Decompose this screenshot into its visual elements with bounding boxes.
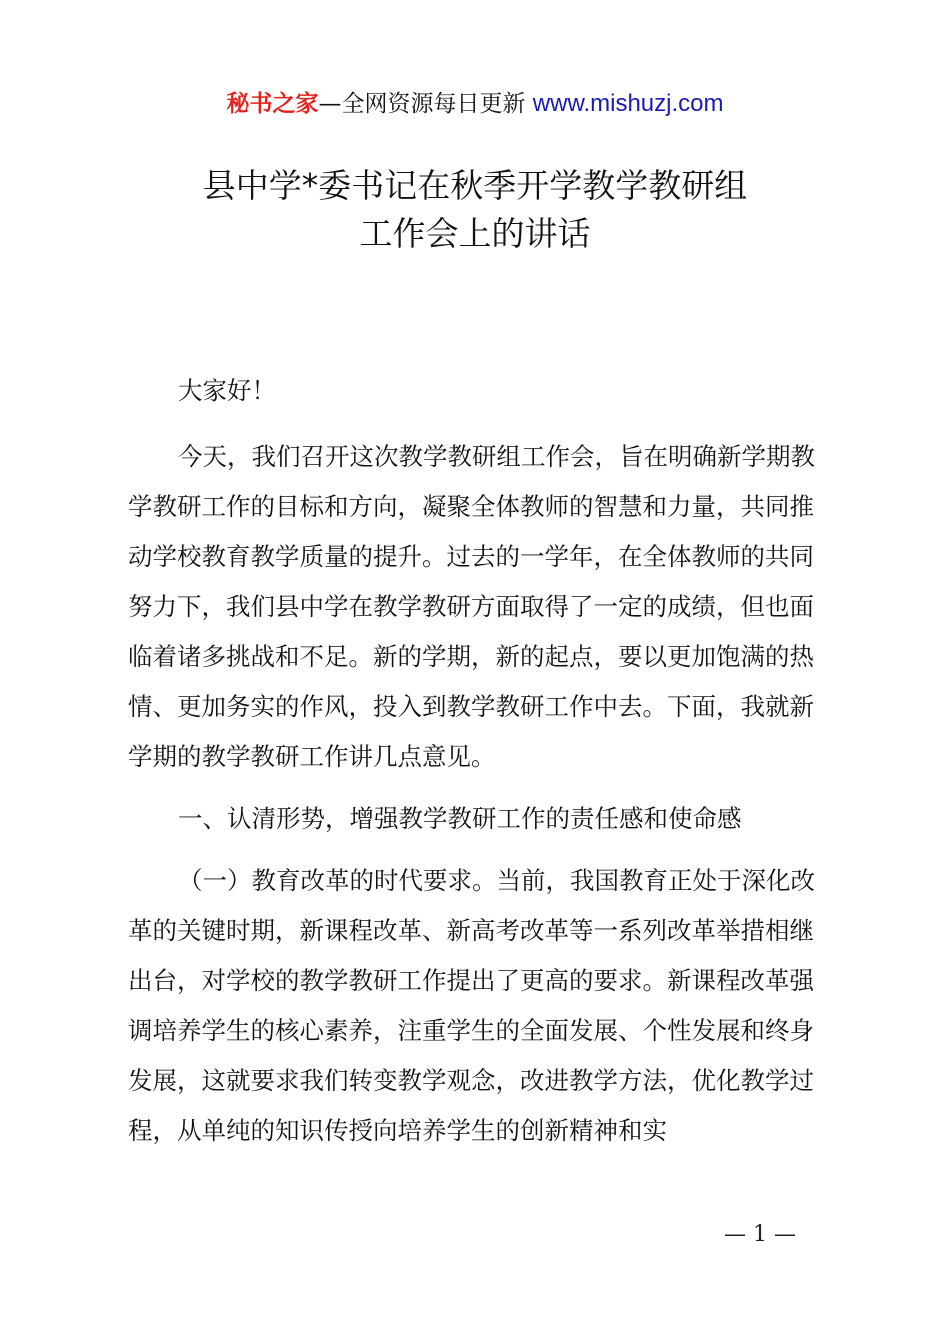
site-tagline: —全网资源每日更新 <box>318 91 533 117</box>
site-brand: 秘书之家 <box>226 91 319 117</box>
paragraph-block-1 <box>128 432 838 782</box>
page-number: — 1 — <box>724 1222 796 1247</box>
greeting-block <box>128 366 838 416</box>
paragraph-block-2 <box>128 856 838 1156</box>
greeting: 大家好！ <box>178 376 276 405</box>
title-line-1: 县中学*委书记在秋季开学教学教研组 <box>202 166 748 205</box>
paragraph-2: （一）教育改革的时代要求。当前，我国教育正处于深化改革的关键时期，新课程改革、新高考改革等一系列改革举措相继出台，对学校的教学教研工作提出了更高的要求。新课程改革强调培养学生的核心素养，注重学生的全面发展、个性发展和终身发展，这就要求我们转变教学观念，改进教学方法，优化教学过程，从单纯的知识传授向培养学生的创新精神和实 <box>128 866 815 1145</box>
paragraph-1: 今天，我们召开这次教学教研组工作会，旨在明确新学期教学教研工作的目标和方向，凝聚全体教师的智慧和力量，共同推动学校教育教学质量的提升。过去的一学年，在全体教师的共同努力下，我们县中学在教学教研方面取得了一定的成绩，但也面临着诸多挑战和不足。新的学期，新的起点，要以更加饱满的热情、更加务实的作风，投入到教学教研工作中去。下面，我就新学期的教学教研工作讲几点意见。 <box>128 442 815 771</box>
section-1-heading: 一、认清形势，增强教学教研工作的责任感和使命感 <box>178 804 742 833</box>
title-line-2: 工作会上的讲话 <box>359 214 591 253</box>
site-header <box>0 86 950 122</box>
site-url-link[interactable]: www.mishuzj.com <box>532 90 724 117</box>
document-title <box>0 162 950 258</box>
section-heading-block <box>128 794 838 844</box>
